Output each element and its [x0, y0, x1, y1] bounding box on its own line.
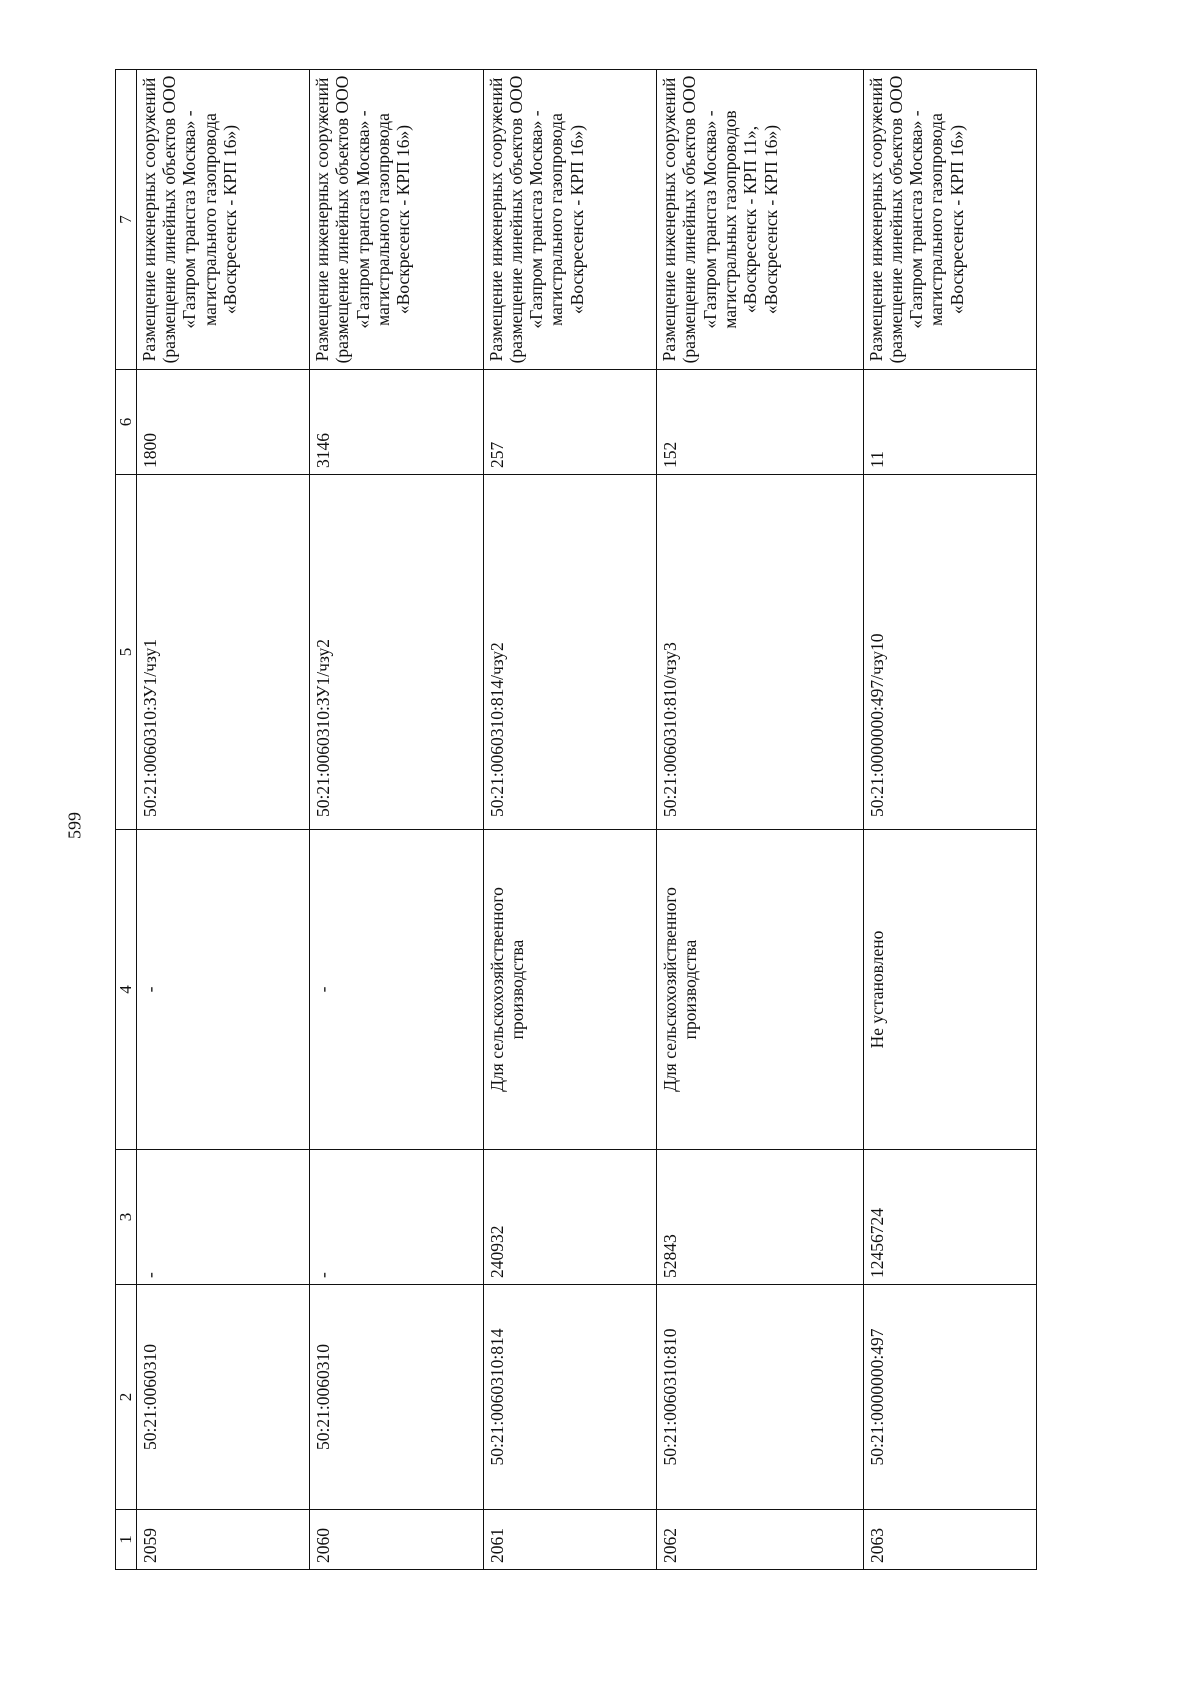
- parcel-area: 52843: [657, 1150, 864, 1285]
- column-header-1: 1: [116, 1510, 137, 1570]
- easement-part-number: 50:21:0060310:ЗУ1/чзу2: [310, 475, 483, 830]
- table-row: [310, 70, 483, 1570]
- column-header-3: 3: [116, 1150, 137, 1285]
- parcel-area: 12456724: [863, 1150, 1036, 1285]
- permitted-use: Не установлено: [863, 830, 1036, 1150]
- row-number: 2061: [483, 1510, 656, 1570]
- permitted-use: -: [310, 830, 483, 1150]
- table-header-row: [116, 70, 137, 1570]
- easement-purpose: Размещение инженерных сооружений (размещение линейных объектов ООО «Газпром трансгаз Москва» - магистрального газопровода «Воскресенск - КРП 16»): [136, 70, 309, 370]
- easement-purpose: Размещение инженерных сооружений (размещение линейных объектов ООО «Газпром трансгаз Москва» - магистральных газопроводов «Воскресенск - КРП 11», «Воскресенск - КРП 16»): [657, 70, 864, 370]
- permitted-use: Для сельскохозяйственного производства: [483, 830, 656, 1150]
- easement-area: 1800: [136, 370, 309, 475]
- table-row: [657, 70, 864, 1570]
- table-row: [863, 70, 1036, 1570]
- column-header-5: 5: [116, 475, 137, 830]
- page-number: 599: [64, 812, 85, 839]
- table-row: [136, 70, 309, 1570]
- cadastral-quarter: 50:21:0000000:497: [863, 1285, 1036, 1510]
- easement-part-number: 50:21:0060310:ЗУ1/чзу1: [136, 475, 309, 830]
- easement-part-number: 50:21:0060310:810/чзу3: [657, 475, 864, 830]
- parcel-area: -: [136, 1150, 309, 1285]
- row-number: 2062: [657, 1510, 864, 1570]
- easement-purpose: Размещение инженерных сооружений (размещение линейных объектов ООО «Газпром трансгаз Москва» - магистрального газопровода «Воскресенск - КРП 16»): [863, 70, 1036, 370]
- easement-area: 3146: [310, 370, 483, 475]
- permitted-use: Для сельскохозяйственного производства: [657, 830, 864, 1150]
- row-number: 2059: [136, 1510, 309, 1570]
- cadastral-quarter: 50:21:0060310: [310, 1285, 483, 1510]
- easement-area: 11: [863, 370, 1036, 475]
- column-header-6: 6: [116, 370, 137, 475]
- row-number: 2060: [310, 1510, 483, 1570]
- column-header-4: 4: [116, 830, 137, 1150]
- rotated-table-container: [115, 70, 1037, 1570]
- easement-table: [115, 69, 1037, 1570]
- parcel-area: -: [310, 1150, 483, 1285]
- parcel-area: 240932: [483, 1150, 656, 1285]
- easement-purpose: Размещение инженерных сооружений (размещение линейных объектов ООО «Газпром трансгаз Москва» - магистрального газопровода «Воскресенск - КРП 16»): [310, 70, 483, 370]
- table-row: [483, 70, 656, 1570]
- cadastral-quarter: 50:21:0060310:810: [657, 1285, 864, 1510]
- easement-area: 152: [657, 370, 864, 475]
- easement-purpose: Размещение инженерных сооружений (размещение линейных объектов ООО «Газпром трансгаз Москва» - магистрального газопровода «Воскресенск - КРП 16»): [483, 70, 656, 370]
- column-header-2: 2: [116, 1285, 137, 1510]
- easement-part-number: 50:21:0000000:497/чзу10: [863, 475, 1036, 830]
- easement-area: 257: [483, 370, 656, 475]
- document-table-region: [115, 70, 1037, 1570]
- easement-part-number: 50:21:0060310:814/чзу2: [483, 475, 656, 830]
- permitted-use: -: [136, 830, 309, 1150]
- row-number: 2063: [863, 1510, 1036, 1570]
- column-header-7: 7: [116, 70, 137, 370]
- cadastral-quarter: 50:21:0060310:814: [483, 1285, 656, 1510]
- cadastral-quarter: 50:21:0060310: [136, 1285, 309, 1510]
